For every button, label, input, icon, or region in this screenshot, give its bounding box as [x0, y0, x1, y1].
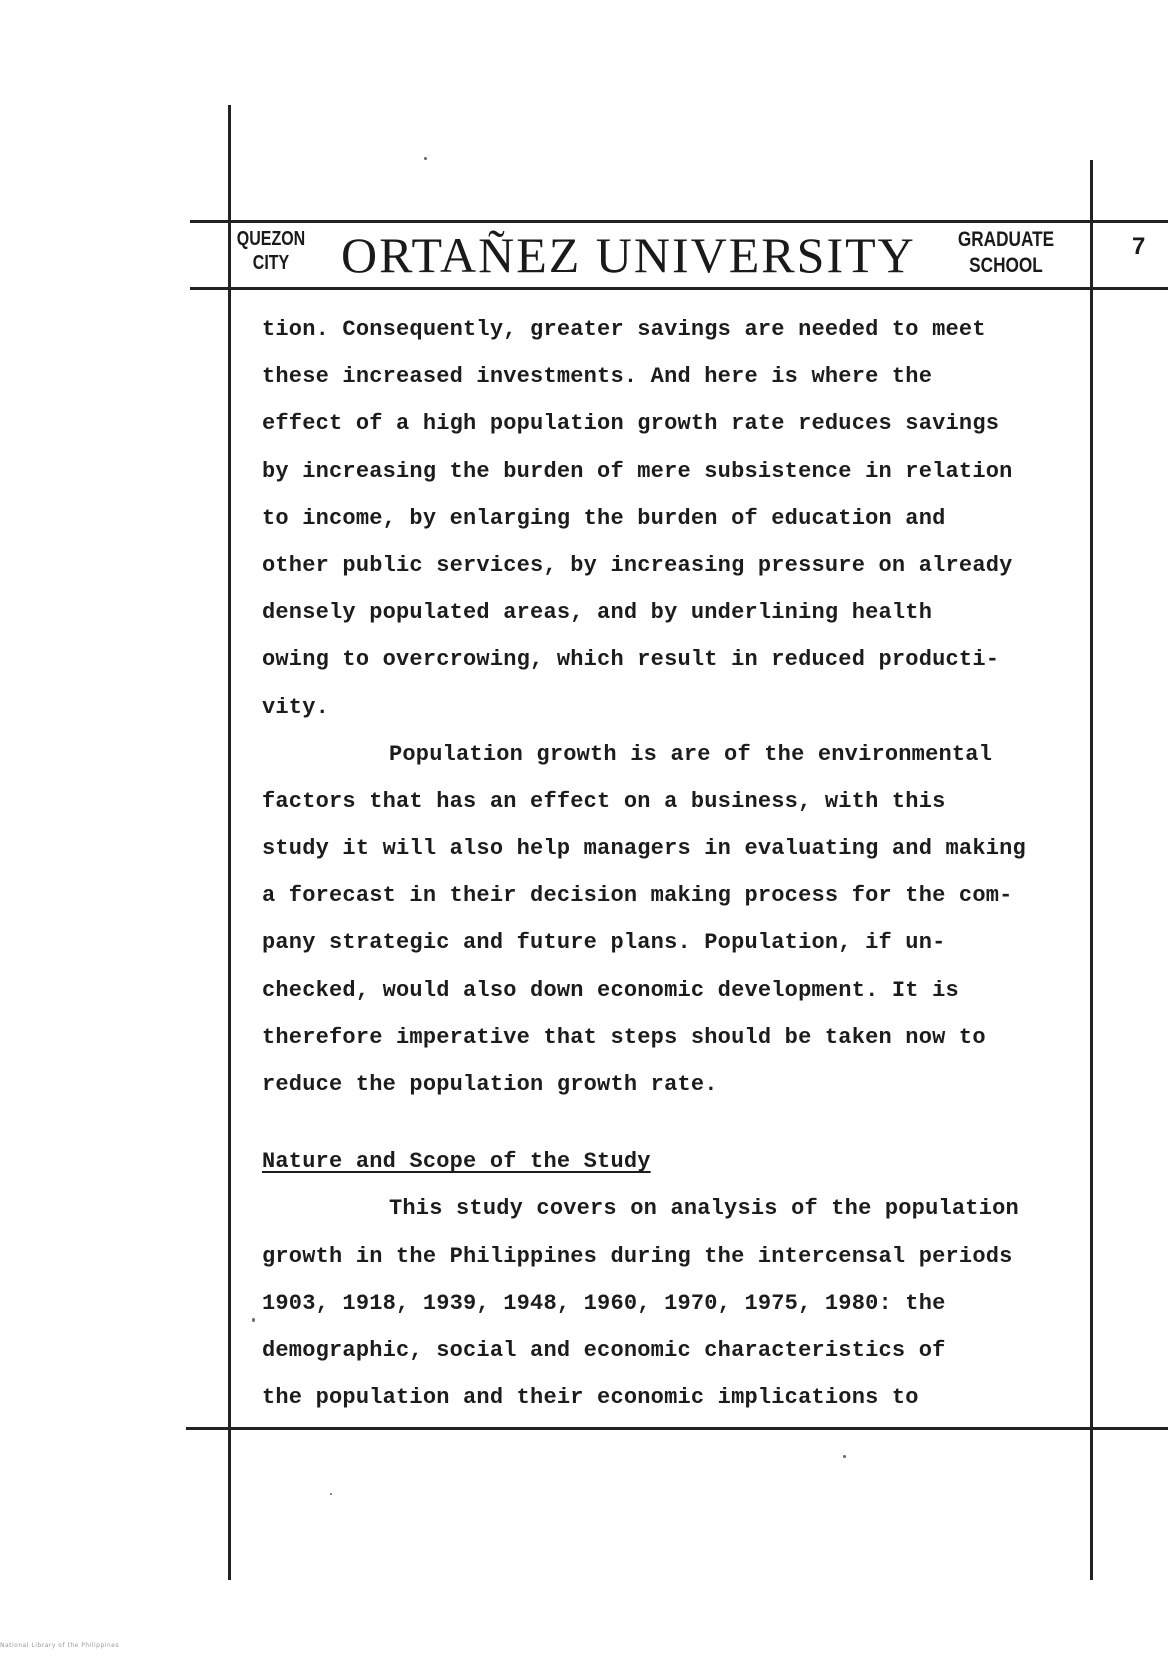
scan-speck: [843, 1455, 846, 1458]
text-line: densely populated areas, and by underlining health: [262, 600, 933, 626]
section-heading: Nature and Scope of the Study: [262, 1149, 651, 1175]
city-label: [235, 227, 307, 275]
text-line: to income, by enlarging the burden of education and: [262, 505, 946, 531]
text-line: factors that has an effect on a business, with this: [262, 788, 946, 814]
text-line: the population and their economic implications to: [262, 1385, 919, 1411]
text-line: This study covers on analysis of the population: [389, 1196, 1019, 1222]
header-bottom-rule: [190, 287, 1168, 290]
letterhead: [231, 223, 1090, 287]
footer-rule: [186, 1427, 1168, 1430]
page-number: 7: [1132, 233, 1146, 260]
text-line: therefore imperative that steps should be taken now to: [262, 1024, 986, 1050]
text-line: reduce the population growth rate.: [262, 1072, 718, 1097]
school-label: [945, 227, 1068, 279]
text-line: these increased investments. And here is where the: [262, 364, 933, 390]
body-text: [262, 306, 1122, 1421]
left-margin-rule: [228, 105, 231, 1580]
text-line: a forecast in their decision making process for the com-: [262, 883, 1013, 909]
city-line-2: CITY: [252, 252, 290, 274]
scan-footer-note: National Library of the Philippines: [0, 1642, 120, 1649]
text-line: tion. Consequently, greater savings are needed to meet: [262, 317, 986, 342]
text-line: pany strategic and future plans. Population, if un-: [262, 930, 946, 956]
university-name: ORTAÑEZ UNIVERSITY: [341, 227, 916, 283]
text-line: by increasing the burden of mere subsistence in relation: [262, 458, 1013, 484]
scan-speck: [424, 157, 427, 160]
text-line: 1903, 1918, 1939, 1948, 1960, 1970, 1975, 1980: the: [262, 1290, 946, 1316]
text-line: owing to overcrowing, which result in reduced producti-: [262, 647, 1000, 673]
text-line: checked, would also down economic development. It is: [262, 977, 959, 1003]
school-line-2: SCHOOL: [969, 254, 1043, 277]
text-line: demographic, social and economic characteristics of: [262, 1337, 946, 1363]
scan-speck: [252, 1318, 255, 1322]
text-line: vity.: [262, 694, 330, 720]
text-line: Population growth is are of the environmental: [389, 741, 993, 767]
text-line: study it will also help managers in evaluating and making: [262, 836, 1026, 862]
section-heading-row: [262, 1138, 1122, 1185]
school-line-1: GRADUATE: [957, 228, 1055, 251]
text-line: effect of a high population growth rate reduces savings: [262, 411, 1000, 437]
scan-speck: [330, 1493, 332, 1495]
city-line-1: QUEZON: [236, 228, 306, 250]
text-line: growth in the Philippines during the intercensal periods: [262, 1243, 1013, 1269]
text-line: other public services, by increasing pressure on already: [262, 552, 1013, 578]
